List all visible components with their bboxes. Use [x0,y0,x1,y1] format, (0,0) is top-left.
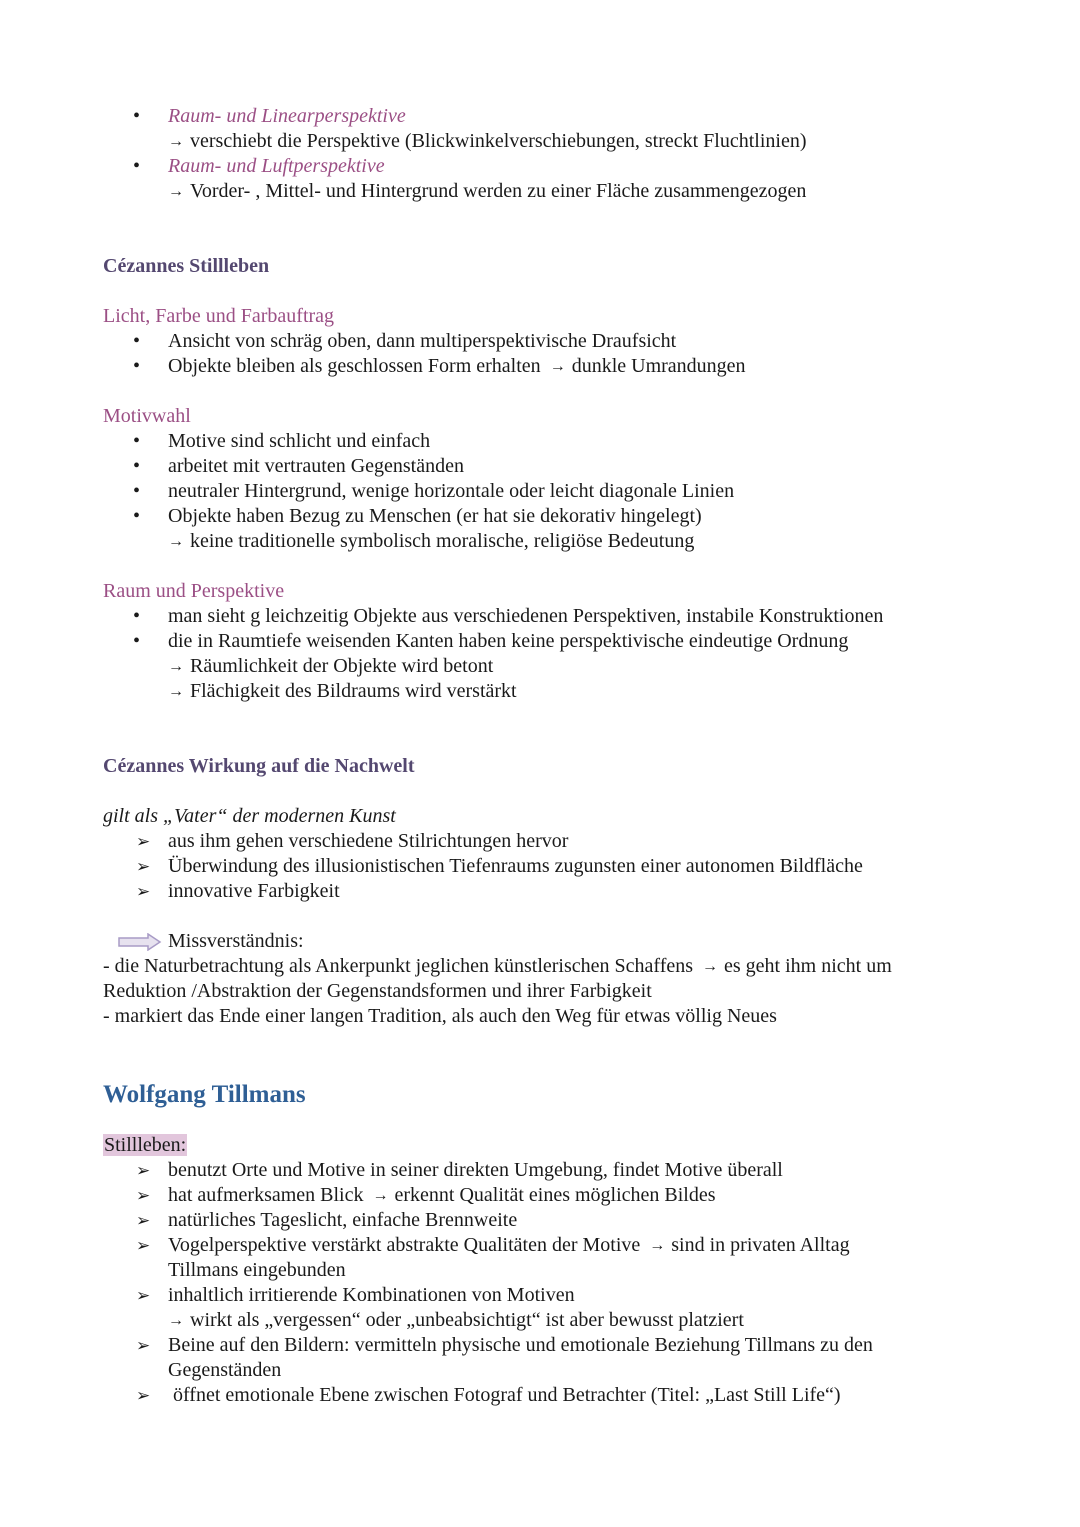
list-item-continuation: Tillmans eingebunden [168,1259,346,1281]
list-item: Vogelperspektive verstärkt abstrakte Qualitäten der Motive → sind in privaten Alltag [168,1234,850,1256]
section-heading: Cézannes Wirkung auf die Nachwelt [103,755,415,777]
highlight-label: Stillleben: [104,1134,187,1156]
list-item: innovative Farbigkeit [168,880,340,902]
arrowhead-bullet-icon: ➢ [136,1186,151,1205]
paragraph-line: - die Naturbetrachtung als Ankerpunkt jeglichen künstlerischen Schaffens → es geht ihm nicht um [103,955,892,977]
list-item: man sieht g leichzeitig Objekte aus verschiedenen Perspektiven, instabile Konstruktionen [168,605,884,627]
list-item: Motive sind schlicht und einfach [168,430,431,452]
list-item: die in Raumtiefe weisenden Kanten haben keine perspektivische eindeutige Ordnung [168,630,849,652]
arrowhead-bullet-icon: ➢ [136,1161,151,1180]
list-item-title: Raum- und Luftperspektive [168,155,385,177]
arrowhead-bullet-icon: ➢ [136,857,151,876]
list-item: arbeitet mit vertrauten Gegenständen [168,455,464,477]
bullet: • [133,605,141,627]
section-heading: Cézannes Stillleben [103,255,270,277]
right-arrow-icon [118,933,162,951]
arrowhead-bullet-icon: ➢ [136,1286,151,1305]
bullet: • [133,105,141,127]
list-item: Objekte bleiben als geschlossen Form erhalten → dunkle Umrandungen [168,355,746,377]
subsection-title: Licht, Farbe und Farbauftrag [103,305,335,327]
bullet: • [133,430,141,452]
list-item-detail: → keine traditionelle symbolisch moralische, religiöse Bedeutung [168,530,695,552]
list-item: Überwindung des illusionistischen Tiefenraums zugunsten einer autonomen Bildfläche [168,855,863,877]
bullet: • [133,630,141,652]
list-item-title: Raum- und Linearperspektive [168,105,406,127]
bullet: • [133,455,141,477]
arrowhead-bullet-icon: ➢ [136,1386,151,1405]
list-item: benutzt Orte und Motive in seiner direkten Umgebung, findet Motive überall [168,1159,783,1181]
bullet: • [133,505,141,527]
bullet: • [133,355,141,377]
list-item: inhaltlich irritierende Kombinationen von Motiven [168,1284,575,1306]
list-item: aus ihm gehen verschiedene Stilrichtungen hervor [168,830,569,852]
paragraph-line: - markiert das Ende einer langen Tradition, als auch den Weg für etwas völlig Neues [103,1005,777,1027]
list-item-detail: → wirkt als „vergessen“ oder „unbeabsichtigt“ ist aber bewusst platziert [168,1309,744,1331]
list-item: Ansicht von schräg oben, dann multiperspektivische Draufsicht [168,330,677,352]
list-item-detail: → verschiebt die Perspektive (Blickwinkelverschiebungen, streckt Fluchtlinien) [168,130,807,152]
arrowhead-bullet-icon: ➢ [136,1336,151,1355]
arrowhead-bullet-icon: ➢ [136,1211,151,1230]
bullet: • [133,330,141,352]
bullet: • [133,155,141,177]
paragraph-line: Reduktion /Abstraktion der Gegenstandsformen und ihrer Farbigkeit [103,980,652,1002]
list-item-continuation: Gegenständen [168,1359,282,1381]
list-item-detail: → Vorder- , Mittel- und Hintergrund werden zu einer Fläche zusammengezogen [168,180,807,202]
intro-text: gilt als „Vater“ der modernen Kunst [103,805,396,827]
arrowhead-bullet-icon: ➢ [136,832,151,851]
arrowhead-bullet-icon: ➢ [136,1236,151,1255]
list-item: neutraler Hintergrund, wenige horizontale oder leicht diagonale Linien [168,480,735,502]
page-heading: Wolfgang Tillmans [103,1081,306,1108]
list-item: öffnet emotionale Ebene zwischen Fotograf und Betrachter (Titel: „Last Still Life“) [173,1384,841,1406]
list-item: Beine auf den Bildern: vermitteln physische und emotionale Beziehung Tillmans zu den [168,1334,873,1356]
arrowhead-bullet-icon: ➢ [136,882,151,901]
list-item: Objekte haben Bezug zu Menschen (er hat sie dekorativ hingelegt) [168,505,702,527]
list-item-detail: → Flächigkeit des Bildraums wird verstärkt [168,680,517,702]
list-item: natürliches Tageslicht, einfache Brennweite [168,1209,518,1231]
subsection-title: Motivwahl [103,405,191,427]
list-item-detail: → Räumlichkeit der Objekte wird betont [168,655,494,677]
list-item: hat aufmerksamen Blick → erkennt Qualität eines möglichen Bildes [168,1184,716,1206]
missverstaendnis-label: Missverständnis: [168,930,304,952]
bullet: • [133,480,141,502]
subsection-title: Raum und Perspektive [103,580,285,602]
